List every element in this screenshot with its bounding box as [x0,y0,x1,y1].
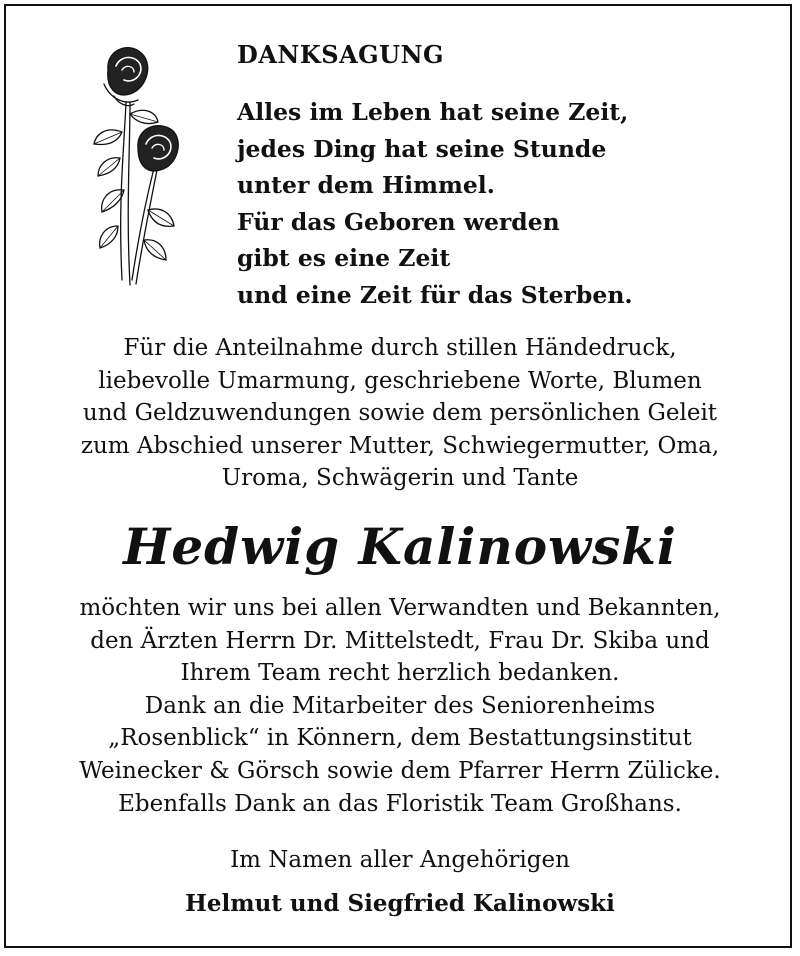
text-line: Dank an die Mitarbeiter des Seniorenheims [144,692,656,719]
text-line: Uroma, Schwägerin und Tante [221,465,579,492]
poem-line: und eine Zeit für das Sterben. [237,280,633,309]
poem-line: gibt es eine Zeit [237,244,451,272]
text-line: Weinecker & Görsch sowie dem Pfarrer Herrn Zülicke. [79,757,721,784]
roses-icon [58,40,198,295]
poem [237,94,633,313]
text-line: liebevolle Umarmung, geschriebene Worte, Blumen [98,367,702,394]
text-line: den Ärzten Herrn Dr. Mittelstedt, Frau Dr. Skiba und [90,627,710,654]
notice-heading: DANKSAGUNG [237,40,445,69]
text-line: Ebenfalls Dank an das Floristik Team Großhans. [118,790,682,817]
text-line: möchten wir uns bei allen Verwandten und Bekannten, [79,595,721,621]
text-line: „Rosenblick“ in Könnern, dem Bestattungsinstitut [108,725,692,752]
thanks-paragraph [20,592,780,820]
deceased-name: Hedwig Kalinowski [123,517,677,576]
poem-line: Alles im Leben hat seine Zeit, [237,98,629,126]
poem-line: jedes Ding hat seine Stunde [237,134,607,163]
text-line: Für die Anteilnahme durch stillen Händedruck, [123,335,677,361]
closing-line: Im Namen aller Angehörigen [230,847,570,873]
signature: Helmut und Siegfried Kalinowski [185,890,615,917]
intro-paragraph [20,332,780,495]
text-line: Ihrem Team recht herzlich bedanken. [180,660,620,687]
poem-line: Für das Geboren werden [237,207,560,236]
text-line: zum Abschied unserer Mutter, Schwiegermutter, Oma, [80,432,720,459]
poem-line: unter dem Himmel. [237,171,495,199]
text-line: und Geldzuwendungen sowie dem persönlichen Geleit [82,400,718,427]
